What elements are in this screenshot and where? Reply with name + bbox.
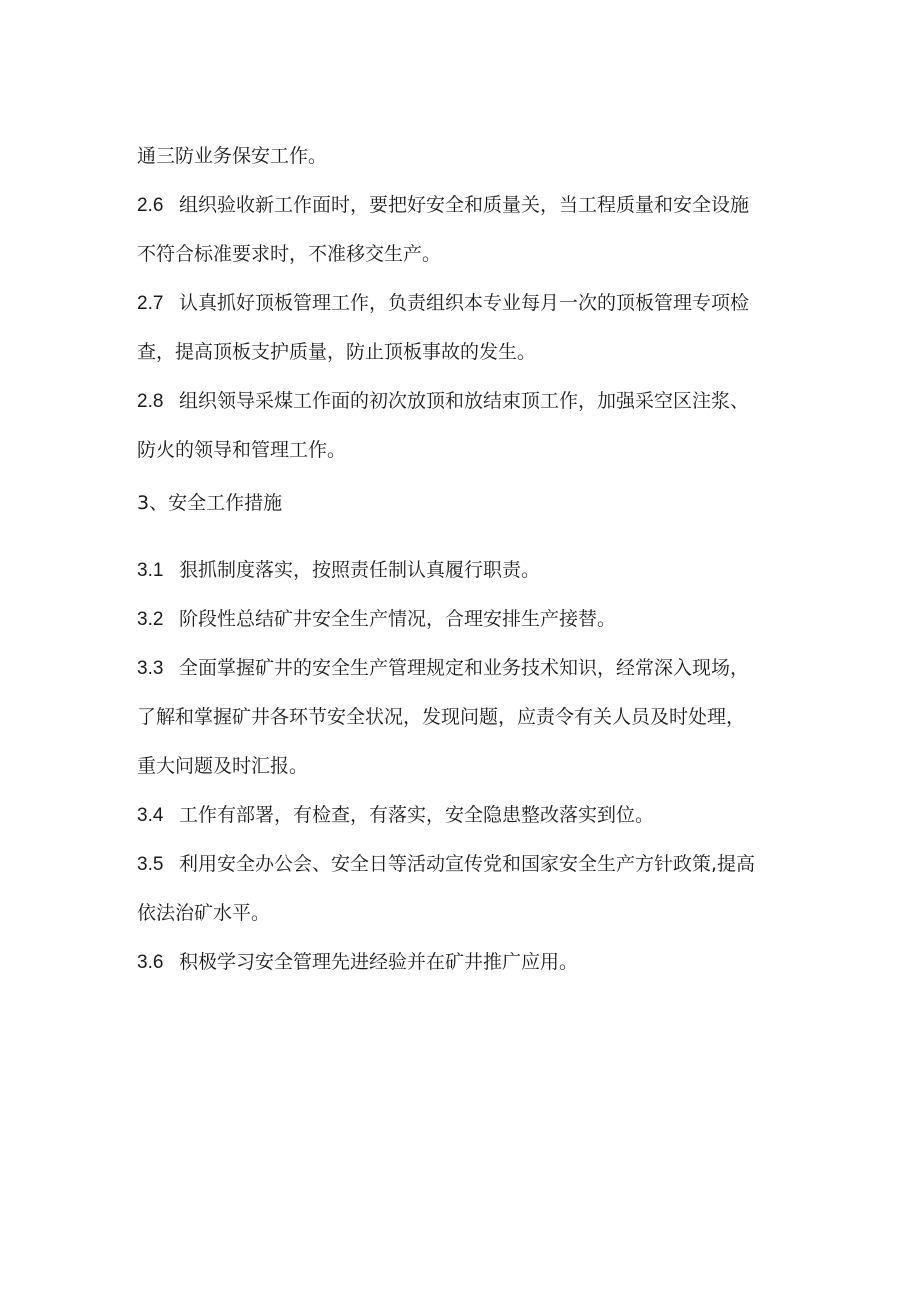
item-text: 全面掌握矿井的安全生产管理规定和业务技术知识，经常深入现场， [179, 657, 750, 679]
paragraph-line: 查，提高顶板支护质量，防止顶板事故的发生。 [137, 341, 537, 363]
paragraph-line: 不符合标准要求时，不准移交生产。 [137, 243, 442, 265]
item-text: 认真抓好顶板管理工作，负责组织本专业每月一次的顶板管理专项检 [179, 292, 750, 314]
item-2-8 [137, 377, 797, 475]
paragraph-line [137, 595, 797, 644]
paragraph-line [137, 279, 797, 328]
item-text: 积极学习安全管理先进经验并在矿井推广应用。 [179, 951, 579, 973]
paragraph-line [137, 377, 797, 426]
item-number: 2.6 [137, 195, 164, 216]
item-2-6 [137, 181, 797, 279]
paragraph-line: 了解和掌握矿井各环节安全状况，发现问题，应责令有关人员及时处理， [137, 706, 746, 728]
paragraph-line [137, 644, 797, 693]
item-number: 3.6 [137, 952, 164, 973]
item-number: 2.8 [137, 391, 164, 412]
paragraph-line: 重大问题及时汇报。 [137, 755, 309, 777]
item-number: 3.3 [137, 658, 164, 679]
item-number: 3.5 [137, 854, 164, 875]
item-number: 3.4 [137, 805, 164, 826]
item-3-1 [137, 546, 797, 595]
paragraph-line [137, 791, 797, 840]
paragraph-line [137, 546, 797, 595]
paragraph-line: 防火的领导和管理工作。 [137, 439, 347, 461]
item-3-6 [137, 938, 797, 987]
item-3-4 [137, 791, 797, 840]
item-text: 利用安全办公会、安全日等活动宣传党和国家安全生产方针政策,提高 [179, 853, 756, 875]
item-text: 组织验收新工作面时，要把好安全和质量关，当工程质量和安全设施 [179, 194, 750, 216]
item-number: 3.2 [137, 609, 164, 630]
item-text: 狠抓制度落实，按照责任制认真履行职责。 [179, 559, 541, 581]
item-3-5 [137, 840, 797, 938]
continuation-paragraph [137, 132, 797, 181]
item-3-2 [137, 595, 797, 644]
item-number: 2.7 [137, 293, 164, 314]
paragraph-line: 依法治矿水平。 [137, 902, 271, 924]
item-3-3 [137, 644, 797, 791]
paragraph-line [137, 181, 797, 230]
section-heading: 3、安全工作措施 [137, 492, 283, 514]
item-number: 3.1 [137, 560, 164, 581]
paragraph-line [137, 840, 797, 889]
item-text: 阶段性总结矿井安全生产情况，合理安排生产接替。 [179, 608, 617, 630]
item-2-7 [137, 279, 797, 377]
item-text: 组织领导采煤工作面的初次放顶和放结束顶工作，加强采空区注浆、 [179, 390, 750, 412]
paragraph-line: 通三防业务保安工作。 [137, 145, 328, 167]
paragraph-line [137, 938, 797, 987]
item-text: 工作有部署，有检查，有落实，安全隐患整改落实到位。 [179, 804, 655, 826]
